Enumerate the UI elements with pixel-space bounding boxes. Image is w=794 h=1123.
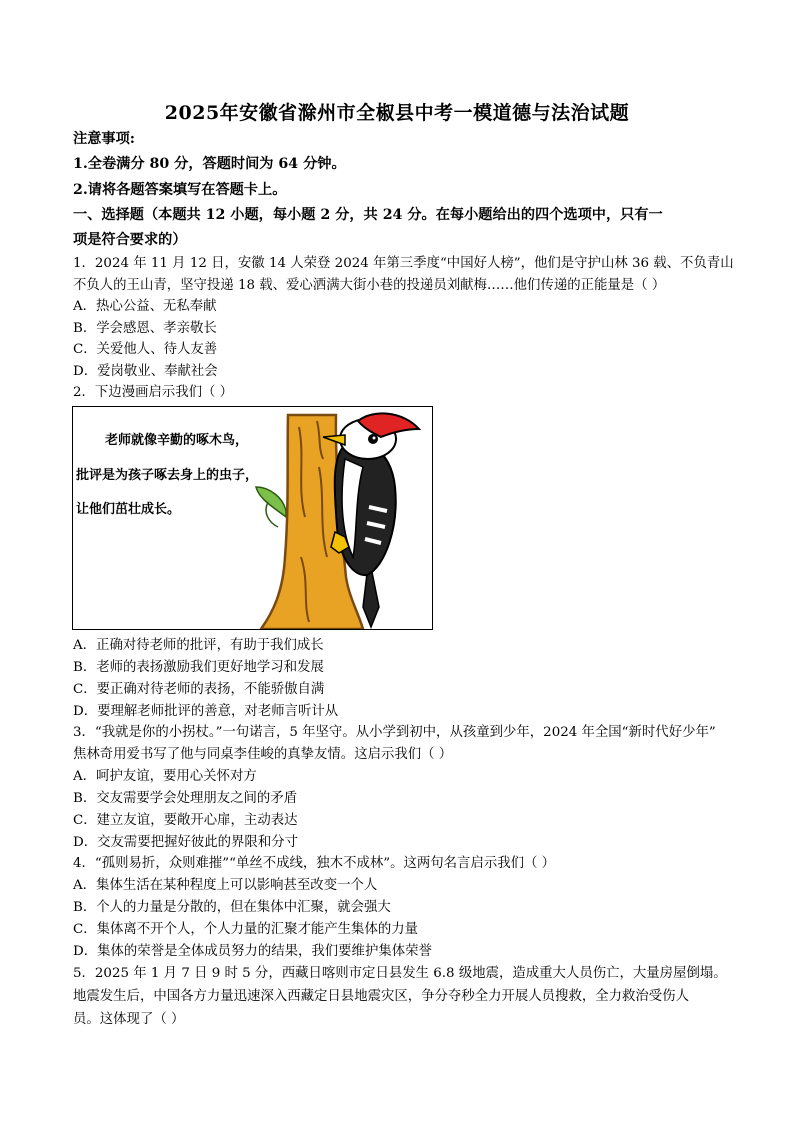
option-b: B．个人的力量是分散的，但在集体中汇聚，就会强大	[73, 900, 391, 915]
option-d: D．爱岗敬业、奉献社会	[73, 364, 218, 379]
question-stem: 焦林奇用爱书写了他与同桌李佳峻的真挚友情。这启示我们（ ）	[73, 747, 453, 762]
notice-item: 1.全卷满分 80 分，答题时间为 64 分钟。	[73, 156, 346, 172]
option-a: A．呵护友谊，要用心关怀对方	[73, 769, 257, 784]
option-a: A．正确对待老师的批评，有助于我们成长	[73, 638, 324, 653]
option-d: D．集体的荣誉是全体成员努力的结果，我们要维护集体荣誉	[73, 944, 432, 959]
section-heading: 一、选择题（本题共 12 小题，每小题 2 分，共 24 分。在每小题给出的四个选项中，只有一	[73, 207, 663, 223]
option-b: B．交友需要学会处理朋友之间的矛盾	[73, 791, 298, 806]
question-stem: 地震发生后，中国各方力量迅速深入西藏定日县地震灾区，争分夺秒全力开展人员搜救，全力救治受伤人	[73, 989, 689, 1004]
question-stem: 不负人的王山青，坚守投递 18 载、爱心洒满大街小巷的投递员刘献梅……他们传递的正能量是（ ）	[73, 278, 666, 293]
option-d: D．交友需要把握好彼此的界限和分寸	[73, 835, 298, 850]
option-a: A．集体生活在某种程度上可以影响甚至改变一个人	[73, 878, 378, 893]
notice-heading: 注意事项:	[73, 131, 135, 147]
question-stem: 3．“我就是你的小拐杖。”一句诺言，5 年坚守。从小学到初中，从孩童到少年，2024 年全国“新时代好少年”	[73, 725, 716, 740]
woodpecker-illustration	[73, 407, 433, 630]
option-c: C．关爱他人、待人友善	[73, 342, 218, 357]
option-a: A．热心公益、无私奉献	[73, 299, 217, 314]
question-stem: 5．2025 年 1 月 7 日 9 时 5 分，西藏日喀则市定日县发生 6.8 级地震，造成重大人员伤亡，大量房屋倒塌。	[73, 966, 727, 981]
cartoon-caption: 批评是为孩子啄去身上的虫子，	[76, 468, 259, 483]
option-c: C．建立友谊，要敞开心扉，主动表达	[73, 813, 298, 828]
question-stem: 员。这体现了（ ）	[73, 1012, 185, 1027]
option-c: C．要正确对待老师的表扬，不能骄傲自满	[73, 682, 325, 697]
section-heading-cont: 项是符合要求的）	[73, 232, 187, 248]
option-b: B．老师的表扬激励我们更好地学习和发展	[73, 660, 324, 675]
question-stem: 1．2024 年 11 月 12 日，安徽 14 人荣登 2024 年第三季度“中国好人榜”，他们是守护山林 36 载、不负青山	[73, 256, 734, 271]
question-stem: 4．“孤则易折，众则难摧”“单丝不成线，独木不成林”。这两句名言启示我们（ ）	[73, 856, 556, 871]
cartoon-caption: 让他们茁壮成长。	[76, 502, 181, 517]
option-d: D．要理解老师批评的善意，对老师言听计从	[73, 704, 339, 719]
question-stem: 2．下边漫画启示我们（ ）	[73, 385, 234, 400]
option-b: B．学会感恩、孝亲敬长	[73, 321, 217, 336]
notice-item: 2.请将各题答案填写在答题卡上。	[73, 182, 287, 198]
page-title: 2025年安徽省滁州市全椒县中考一模道德与法治试题	[164, 102, 630, 124]
option-c: C．集体离不开个人，个人力量的汇聚才能产生集体的力量	[73, 922, 419, 937]
cartoon-caption: 老师就像辛勤的啄木鸟，	[105, 433, 249, 448]
leaf-icon	[256, 487, 286, 517]
woodpecker-cartoon	[72, 406, 433, 630]
